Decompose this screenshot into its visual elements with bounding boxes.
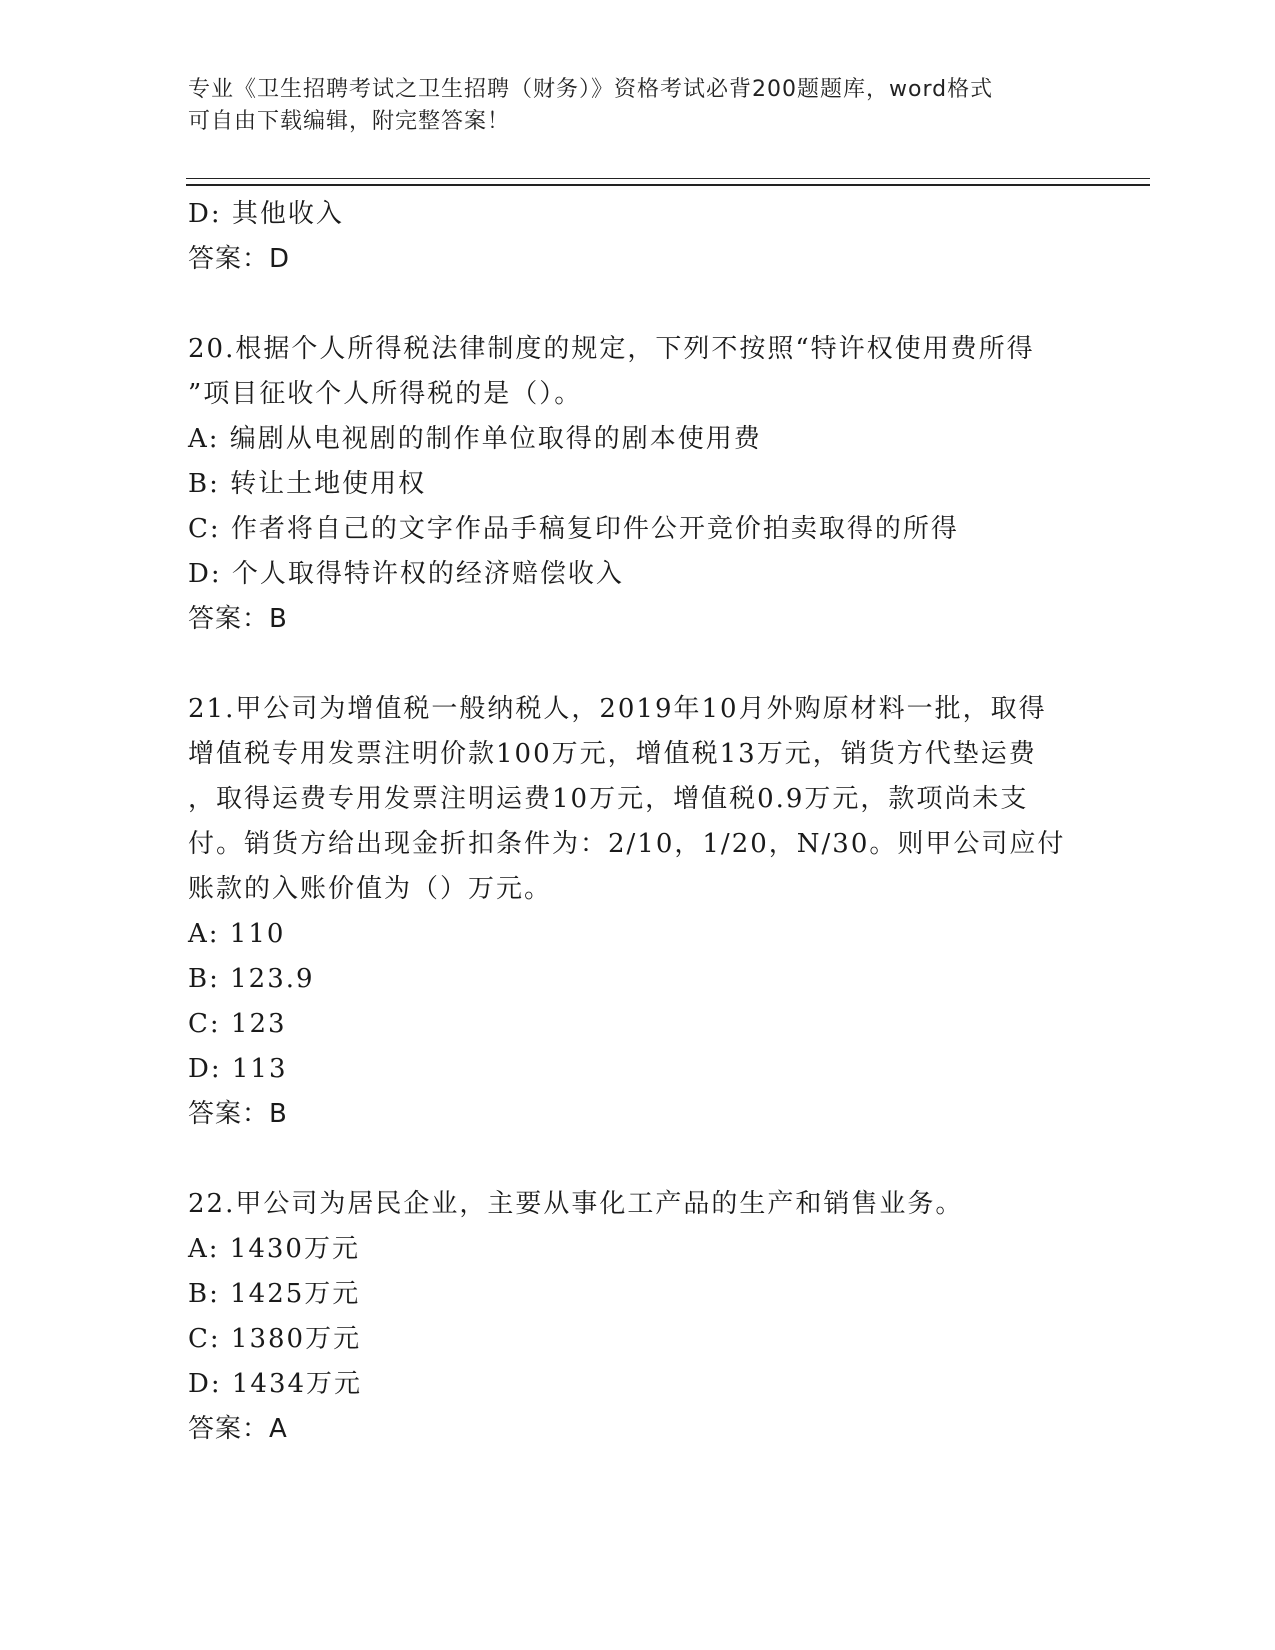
question-stem: 账款的入账价值为（）万元。 (188, 874, 553, 904)
spacer (188, 642, 1088, 687)
question-20 (188, 327, 1088, 642)
question-stem: ，取得运费专用发票注明运费10万元，增值税0.9万元，款项尚未支 (188, 784, 1029, 814)
option-c: C: 1380万元 (188, 1324, 362, 1354)
question-21 (188, 687, 1088, 1137)
question-22 (188, 1182, 1088, 1452)
header-divider (186, 178, 1150, 186)
question-stem: 20.根据个人所得税法律制度的规定，下列不按照“特许权使用费所得 (188, 334, 1035, 364)
document-header (188, 74, 1078, 138)
option-d: D: 其他收入 (188, 199, 344, 229)
option-a: A: 110 (188, 919, 286, 949)
option-b: B: 转让土地使用权 (188, 469, 427, 499)
question-stem: 付。销货方给出现金折扣条件为：2/10，1/20，N/30。则甲公司应付 (188, 829, 1066, 859)
header-title-line-1: 专业《卫生招聘考试之卫生招聘（财务）》资格考试必背200题题库，word格式 (188, 77, 994, 102)
option-a: A: 编剧从电视剧的制作单位取得的剧本使用费 (188, 424, 762, 454)
option-a: A: 1430万元 (188, 1234, 360, 1264)
option-d: D: 个人取得特许权的经济赔偿收入 (188, 559, 624, 589)
answer-line: 答案：B (188, 604, 288, 634)
option-c: C: 123 (188, 1009, 287, 1039)
question-19-tail (188, 192, 1088, 282)
question-stem: ”项目征收个人所得税的是（）。 (188, 379, 583, 409)
question-stem: 22.甲公司为居民企业，主要从事化工产品的生产和销售业务。 (188, 1189, 964, 1219)
spacer (188, 282, 1088, 327)
question-stem: 增值税专用发票注明价款100万元，增值税13万元，销货方代垫运费 (188, 739, 1037, 769)
answer-line: 答案：D (188, 244, 291, 274)
question-stem: 21.甲公司为增值税一般纳税人，2019年10月外购原材料一批，取得 (188, 694, 1047, 724)
answer-line: 答案：A (188, 1414, 288, 1444)
option-b: B: 123.9 (188, 964, 315, 994)
header-title-line-2: 可自由下载编辑，附完整答案！ (188, 109, 511, 134)
spacer (188, 1137, 1088, 1182)
question-list (188, 192, 1088, 1452)
option-c: C: 作者将自己的文字作品手稿复印件公开竞价拍卖取得的所得 (188, 514, 959, 544)
answer-line: 答案：B (188, 1099, 288, 1129)
option-b: B: 1425万元 (188, 1279, 361, 1309)
option-d: D: 1434万元 (188, 1369, 363, 1399)
option-d: D: 113 (188, 1054, 288, 1084)
